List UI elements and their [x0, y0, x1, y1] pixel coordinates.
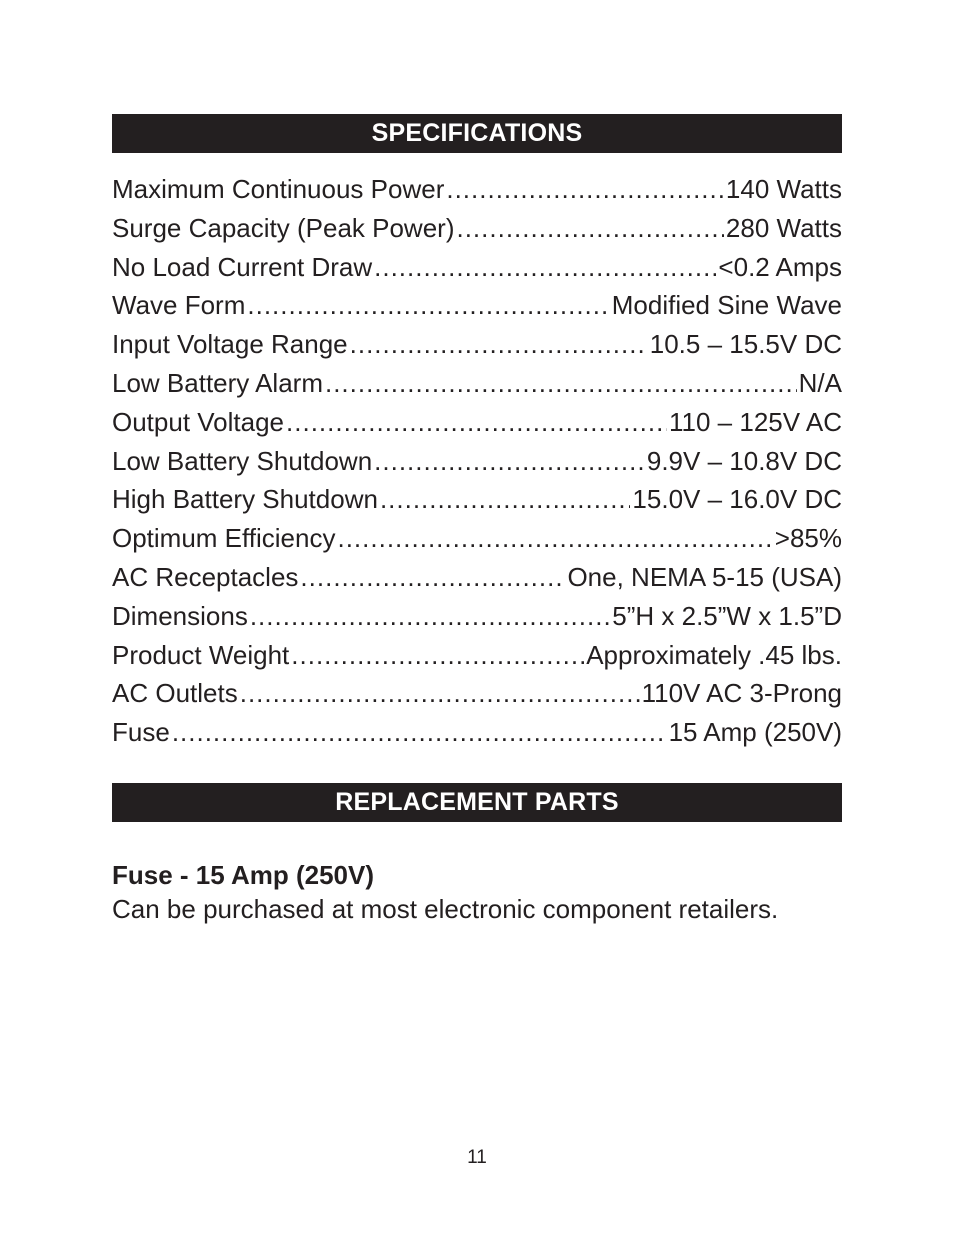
spec-row [112, 601, 842, 640]
spec-value: <0.2 Amps [718, 251, 842, 282]
spec-value: Modified Sine Wave [611, 290, 842, 321]
spec-row [112, 407, 842, 446]
spec-label: Maximum Continuous Power [112, 174, 445, 204]
spec-label: AC Receptacles [112, 561, 299, 592]
spec-label: Low Battery Shutdown [112, 445, 373, 476]
spec-row [112, 290, 842, 329]
specifications-list [112, 174, 842, 756]
spec-row [112, 678, 842, 717]
spec-value: 15.0V – 16.0V DC [632, 484, 842, 515]
spec-row [112, 252, 842, 291]
spec-value: 110 – 125V AC [669, 406, 842, 437]
spec-label: Dimensions [112, 600, 248, 631]
dot-leader [325, 368, 797, 399]
page-number: 11 [467, 1147, 487, 1168]
dot-leader [172, 717, 667, 748]
dot-leader [240, 678, 640, 709]
spec-label: AC Outlets [112, 678, 238, 709]
dot-leader [456, 213, 723, 244]
spec-label: Input Voltage Range [112, 329, 348, 360]
spec-value: Approximately .45 lbs. [586, 639, 842, 670]
spec-value: 5”H x 2.5”W x 1.5”D [612, 600, 842, 631]
spec-row [112, 523, 842, 562]
spec-label: Output Voltage [112, 406, 285, 437]
dot-leader [337, 523, 772, 554]
spec-row [112, 562, 842, 601]
dot-leader [380, 484, 630, 515]
spec-value: 10.5 – 15.5V DC [649, 329, 842, 360]
spec-value: N/A [798, 367, 842, 398]
spec-row [112, 717, 842, 756]
spec-value: >85% [774, 523, 842, 554]
spec-label: Surge Capacity (Peak Power) [112, 212, 455, 243]
spec-row [112, 329, 842, 368]
spec-label: Optimum Efficiency [112, 523, 336, 554]
dot-leader [374, 252, 716, 283]
part-description: Can be purchased at most electronic component retailers. [112, 894, 779, 924]
spec-label: Wave Form [112, 290, 246, 321]
spec-row [112, 368, 842, 407]
dot-leader [350, 329, 648, 360]
spec-row [112, 446, 842, 485]
dot-leader [286, 407, 667, 438]
specifications-title: SPECIFICATIONS [371, 119, 583, 147]
spec-value: 15 Amp (250V) [668, 717, 842, 748]
dot-leader [250, 601, 610, 632]
spec-label: High Battery Shutdown [112, 484, 378, 515]
dot-leader [247, 290, 609, 321]
spec-value: 280 Watts [725, 212, 842, 243]
spec-row [112, 640, 842, 679]
replacement-parts-header [112, 783, 842, 822]
replacement-parts-title: REPLACEMENT PARTS [335, 788, 619, 816]
specifications-header [112, 114, 842, 153]
spec-row [112, 174, 842, 213]
spec-value: 9.9V – 10.8V DC [646, 445, 842, 476]
spec-value: 110V AC 3-Prong [641, 678, 842, 709]
spec-label: No Load Current Draw [112, 251, 373, 282]
spec-value: One, NEMA 5-15 (USA) [567, 561, 842, 592]
dot-leader [446, 174, 724, 205]
dot-leader [374, 446, 645, 477]
part-title: Fuse - 15 Amp (250V) [112, 860, 375, 890]
spec-label: Product Weight [112, 639, 290, 670]
dot-leader [291, 640, 584, 671]
spec-label: Low Battery Alarm [112, 367, 323, 398]
spec-row [112, 484, 842, 523]
spec-label: Fuse [112, 717, 170, 748]
spec-row [112, 213, 842, 252]
spec-value: 140 Watts [725, 174, 842, 204]
dot-leader [300, 562, 565, 593]
